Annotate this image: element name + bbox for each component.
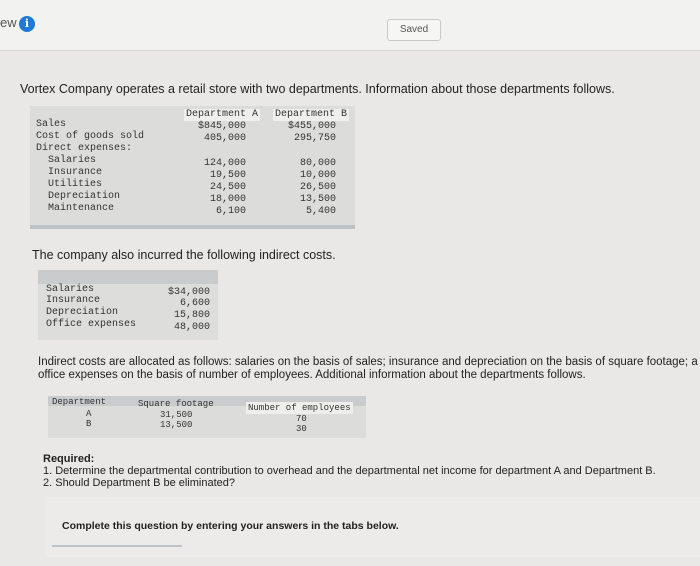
indirect-value: 48,000: [173, 322, 210, 333]
indirect-label: Insurance: [46, 295, 101, 306]
department-table-border: [30, 225, 355, 229]
required-item-2: 2. Should Department B be eliminated?: [43, 477, 236, 489]
row-value-b: 13,500: [299, 194, 336, 205]
allocation-line-1: Indirect costs are allocated as follows: salaries on the basis of sales; insurance and depreciation on the basis of square footage; a: [38, 356, 698, 368]
row-label: Depreciation: [48, 191, 121, 202]
indirect-label: Office expenses: [46, 319, 137, 330]
row-value-a: 124,000: [203, 158, 246, 169]
row-value-b: $455,000: [287, 121, 336, 132]
row-value-b: 26,500: [299, 182, 336, 193]
row-label: Utilities: [48, 179, 103, 190]
header-fragment: ew: [0, 15, 17, 30]
indirect-costs-header-band: [38, 270, 218, 284]
indirect-costs-intro: The company also incurred the following indirect costs.: [32, 248, 336, 262]
row-value-a: 405,000: [203, 133, 246, 144]
indirect-value: 6,600: [179, 298, 210, 309]
row-value-b: 80,000: [299, 158, 336, 169]
indirect-value: $34,000: [167, 287, 210, 298]
row-value-a: 6,100: [215, 206, 246, 217]
alloc-header-sqft: Square footage: [138, 399, 214, 409]
row-value-b: 295,750: [293, 133, 336, 144]
intro-text: Vortex Company operates a retail store with two departments. Information about those departments follows.: [20, 82, 615, 96]
row-label: Maintenance: [48, 203, 115, 214]
allocation-line-2: office expenses on the basis of number of employees. Additional information about the departments follows.: [38, 369, 586, 381]
complete-instructions: Complete this question by entering your answers in the tabs below.: [62, 520, 399, 532]
alloc-sqft: 13,500: [160, 420, 193, 430]
alloc-header-dept: Department: [52, 397, 107, 407]
top-bar: [0, 0, 700, 51]
allocation-text: [38, 356, 700, 382]
row-value-a: $845,000: [197, 121, 246, 132]
alloc-emp: 30: [296, 424, 307, 434]
row-label: Direct expenses:: [36, 143, 133, 154]
saved-status-badge: Saved: [387, 19, 441, 41]
row-label: Insurance: [48, 167, 103, 178]
required-title: Required:: [43, 453, 95, 465]
alloc-dept: B: [86, 419, 92, 429]
info-icon[interactable]: i: [19, 16, 35, 32]
indirect-label: Depreciation: [46, 307, 119, 318]
row-value-a: 19,500: [209, 170, 246, 181]
indirect-label: Salaries: [46, 284, 95, 295]
row-label: Sales: [36, 119, 67, 130]
row-label: Salaries: [48, 155, 97, 166]
alloc-emp: 70: [296, 414, 307, 424]
indirect-value: 15,800: [173, 310, 210, 321]
row-value-b: 5,400: [305, 206, 336, 217]
alloc-sqft: 31,500: [160, 410, 193, 420]
dept-b-header: Department B: [275, 109, 348, 120]
required-section: [43, 453, 693, 489]
alloc-header-emp: Number of employees: [248, 403, 351, 413]
row-value-a: 18,000: [209, 194, 246, 205]
answer-tabs-strip[interactable]: [52, 545, 182, 547]
row-label: Cost of goods sold: [36, 131, 145, 142]
row-value-a: 24,500: [209, 182, 246, 193]
required-item-1: 1. Determine the departmental contribution to overhead and the departmental net income for department A and Department B.: [43, 465, 656, 477]
alloc-dept: A: [86, 409, 92, 419]
dept-a-header: Department A: [186, 109, 259, 120]
row-value-b: 10,000: [299, 170, 336, 181]
